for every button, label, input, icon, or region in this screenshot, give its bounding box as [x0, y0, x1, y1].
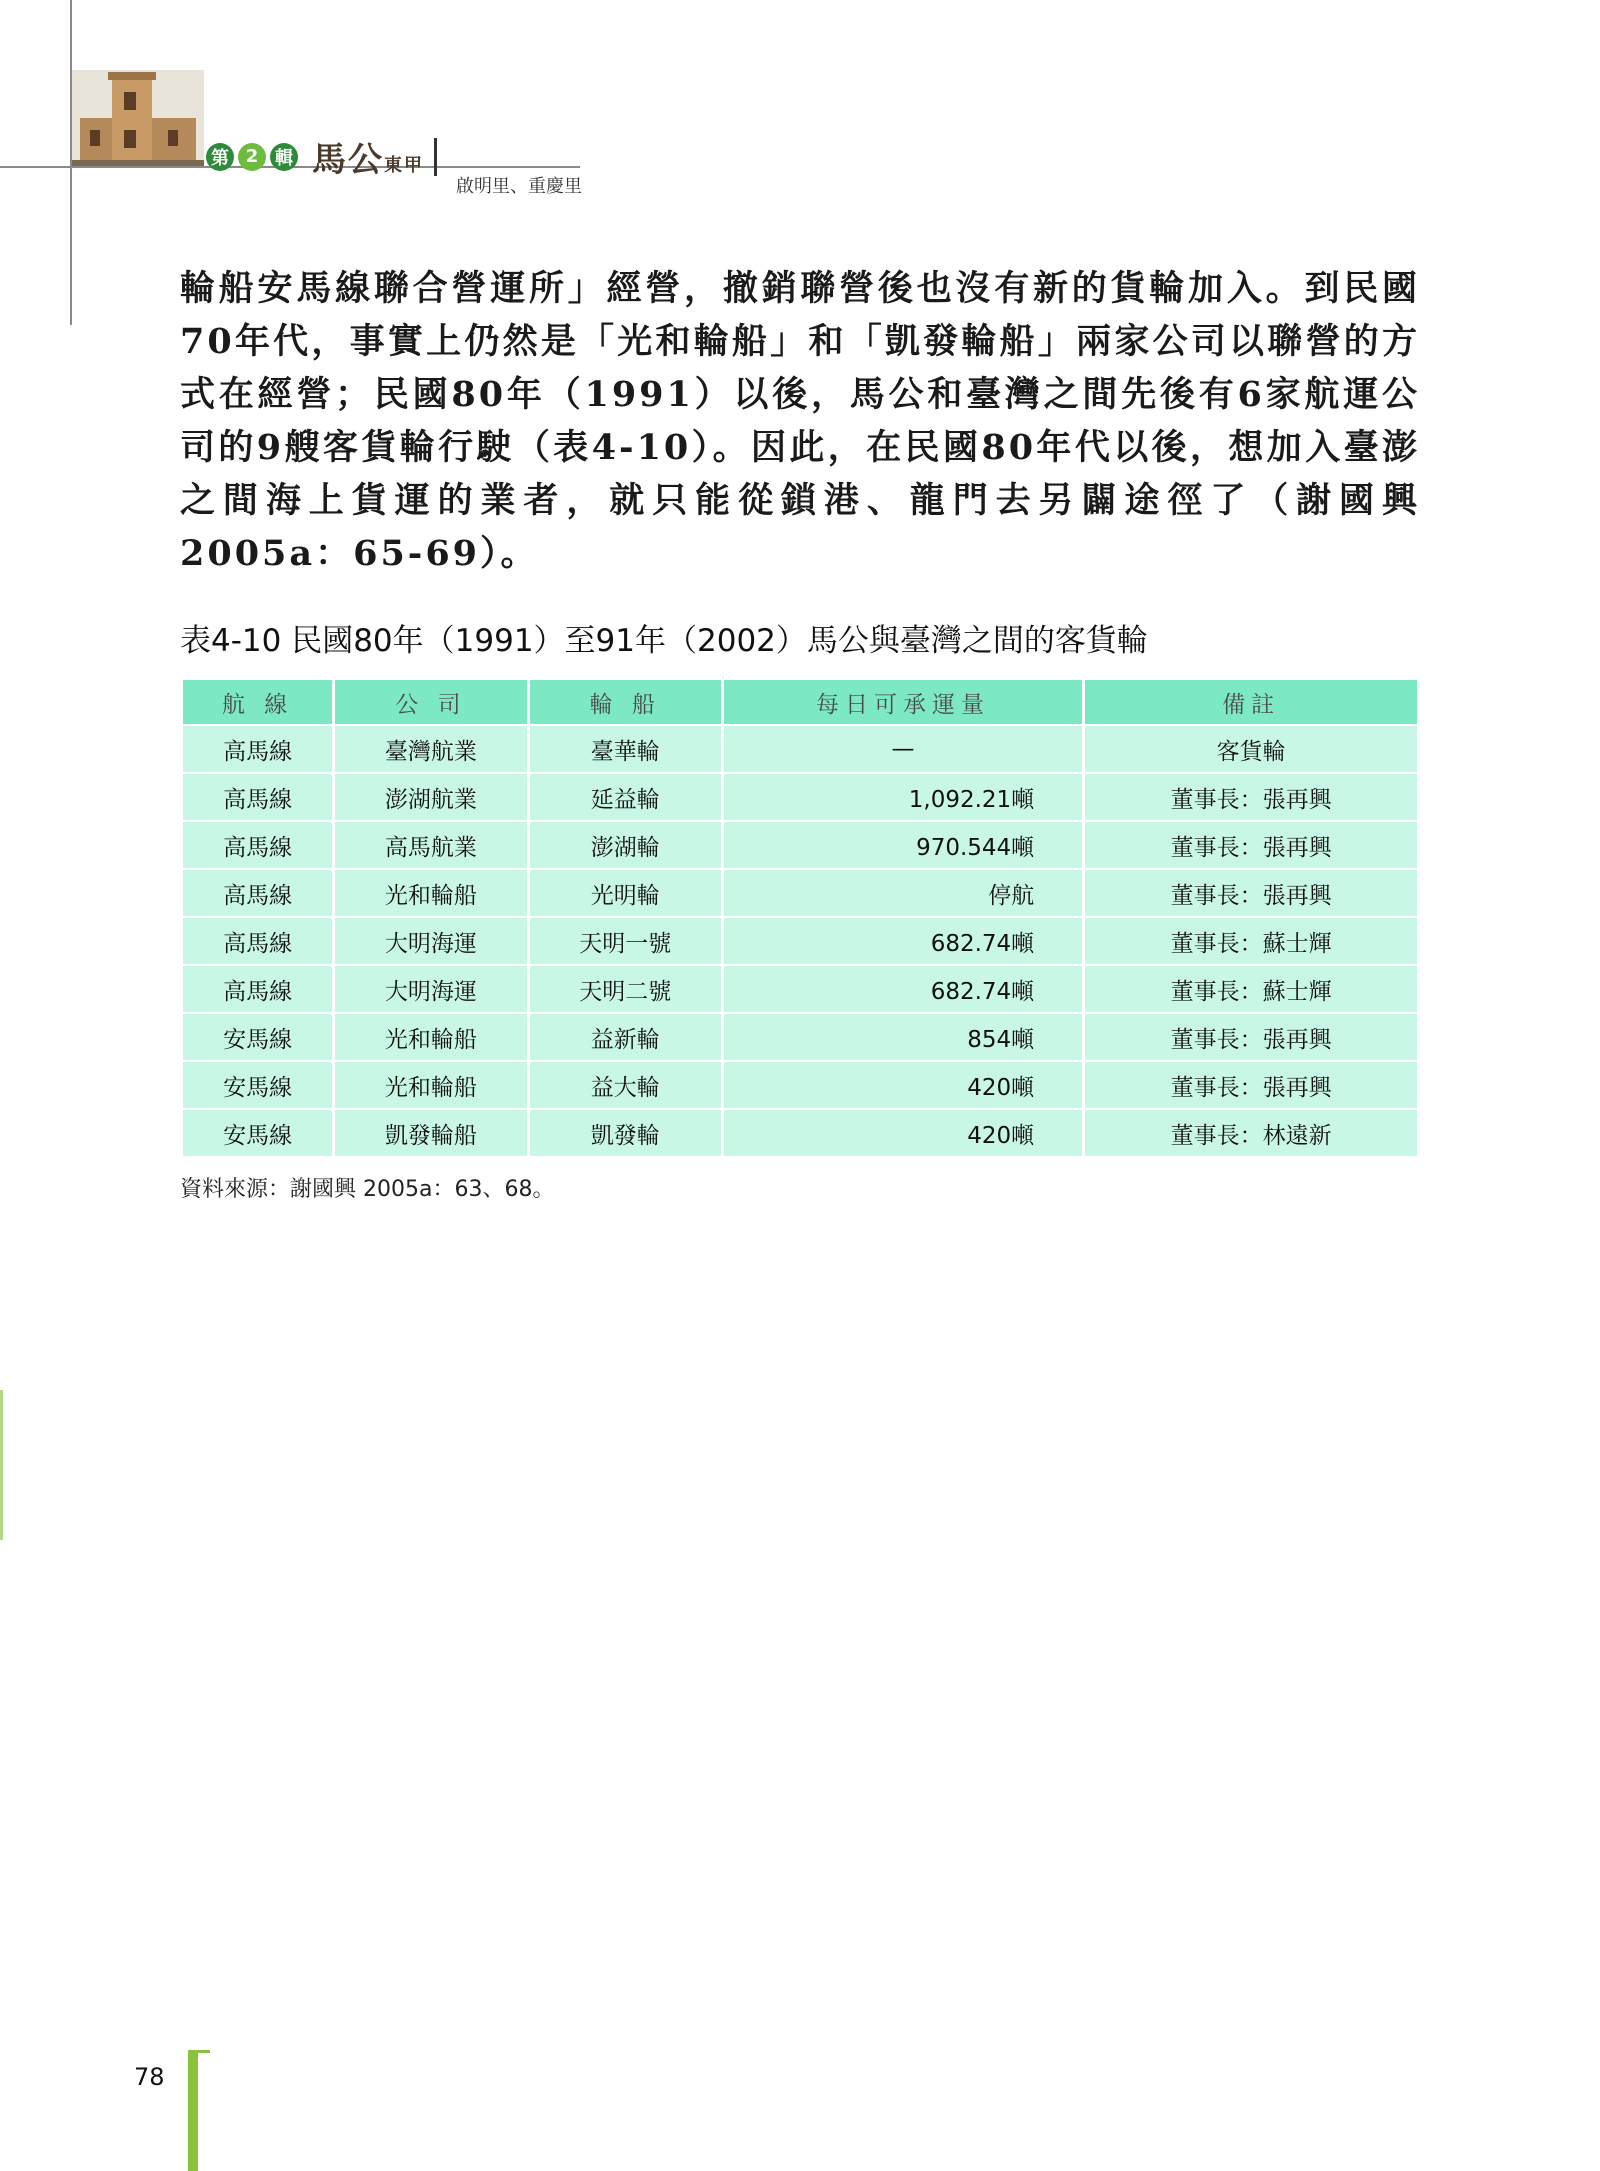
- cell-remark: 董事長：林遠新: [1085, 1110, 1417, 1156]
- table-row: [183, 870, 1417, 916]
- chapter-suffix-badge: 輯: [270, 143, 298, 171]
- cell-remark: 董事長：張再興: [1085, 1062, 1417, 1108]
- cell-route: 安馬線: [183, 1062, 332, 1108]
- chapter-title: [312, 132, 424, 181]
- cell-company: 高馬航業: [335, 822, 526, 868]
- cell-ship: 益大輪: [530, 1062, 721, 1108]
- section-subtitle: 啟明里、重慶里: [456, 176, 582, 197]
- cell-remark: 董事長：張再興: [1085, 774, 1417, 820]
- building-photo: [72, 70, 204, 166]
- cell-capacity: 420噸: [724, 1110, 1082, 1156]
- cell-company: 凱發輪船: [335, 1110, 526, 1156]
- ferry-table: [180, 678, 1420, 1158]
- table-header-row: [183, 680, 1417, 724]
- cell-route: 高馬線: [183, 918, 332, 964]
- cell-route: 高馬線: [183, 726, 332, 772]
- cell-route: 高馬線: [183, 966, 332, 1012]
- cell-remark: 董事長：蘇士輝: [1085, 918, 1417, 964]
- cell-capacity: 682.74噸: [724, 918, 1082, 964]
- table-row: [183, 1014, 1417, 1060]
- table-row: [183, 1062, 1417, 1108]
- header-route: 航 線: [183, 680, 332, 724]
- cell-route: 高馬線: [183, 870, 332, 916]
- table-row: [183, 822, 1417, 868]
- cell-ship: 臺華輪: [530, 726, 721, 772]
- header-capacity: 每日可承運量: [724, 680, 1082, 724]
- cell-capacity: —: [724, 726, 1082, 772]
- cell-company: 大明海運: [335, 966, 526, 1012]
- source-note: 資料來源：謝國興 2005a：63、68。: [180, 1177, 555, 1202]
- chapter-label: [206, 132, 437, 181]
- cell-ship: 延益輪: [530, 774, 721, 820]
- page-number: 78: [134, 2063, 165, 2091]
- cell-route: 安馬線: [183, 1110, 332, 1156]
- cell-ship: 益新輪: [530, 1014, 721, 1060]
- cell-capacity: 970.544噸: [724, 822, 1082, 868]
- cell-capacity: 854噸: [724, 1014, 1082, 1060]
- cell-company: 光和輪船: [335, 1014, 526, 1060]
- side-margin-mark: [0, 1390, 3, 1540]
- cell-capacity: 停航: [724, 870, 1082, 916]
- footer-green-bar: [188, 2050, 198, 2171]
- footer-green-tick: [188, 2050, 210, 2053]
- header-remark: 備註: [1085, 680, 1417, 724]
- cell-capacity: 1,092.21噸: [724, 774, 1082, 820]
- cell-ship: 天明一號: [530, 918, 721, 964]
- chapter-title-small: 東甲: [384, 155, 424, 176]
- cell-ship: 天明二號: [530, 966, 721, 1012]
- cell-capacity: 682.74噸: [724, 966, 1082, 1012]
- table-row: [183, 918, 1417, 964]
- body-paragraph: 輪船安馬線聯合營運所」經營，撤銷聯營後也沒有新的貨輪加入。到民國70年代，事實上仍然是「光和輪船」和「凱發輪船」兩家公司以聯營的方式在經營；民國80年（1991）以後，馬公和臺灣之間先後有6家航運公司的9艘客貨輪行駛（表4-10）。因此，在民國80年代以後，想加入臺澎之間海上貨運的業者，就只能從鎖港、龍門去另闢途徑了（謝國興 2005a：65-69）。: [180, 268, 1420, 574]
- cell-ship: 澎湖輪: [530, 822, 721, 868]
- cell-company: 臺灣航業: [335, 726, 526, 772]
- chapter-title-bar: [434, 138, 437, 176]
- cell-capacity: 420噸: [724, 1062, 1082, 1108]
- chapter-number-badge: 2: [238, 143, 266, 171]
- cell-route: 高馬線: [183, 774, 332, 820]
- cell-company: 大明海運: [335, 918, 526, 964]
- chapter-prefix-badge: 第: [206, 143, 234, 171]
- table-row: [183, 1110, 1417, 1156]
- cell-remark: 董事長：張再興: [1085, 1014, 1417, 1060]
- cell-remark: 客貨輪: [1085, 726, 1417, 772]
- header-company: 公 司: [335, 680, 526, 724]
- cell-remark: 董事長：蘇士輝: [1085, 966, 1417, 1012]
- cell-route: 高馬線: [183, 822, 332, 868]
- cell-route: 安馬線: [183, 1014, 332, 1060]
- table-row: [183, 774, 1417, 820]
- table-row: [183, 726, 1417, 772]
- cell-remark: 董事長：張再興: [1085, 822, 1417, 868]
- cell-ship: 光明輪: [530, 870, 721, 916]
- table-caption: 表4-10 民國80年（1991）至91年（2002）馬公與臺灣之間的客貨輪: [180, 623, 1148, 659]
- cell-company: 光和輪船: [335, 870, 526, 916]
- chapter-title-main: 馬公: [312, 140, 384, 180]
- header-ship: 輪 船: [530, 680, 721, 724]
- cell-company: 澎湖航業: [335, 774, 526, 820]
- cell-ship: 凱發輪: [530, 1110, 721, 1156]
- cell-remark: 董事長：張再興: [1085, 870, 1417, 916]
- table-row: [183, 966, 1417, 1012]
- cell-company: 光和輪船: [335, 1062, 526, 1108]
